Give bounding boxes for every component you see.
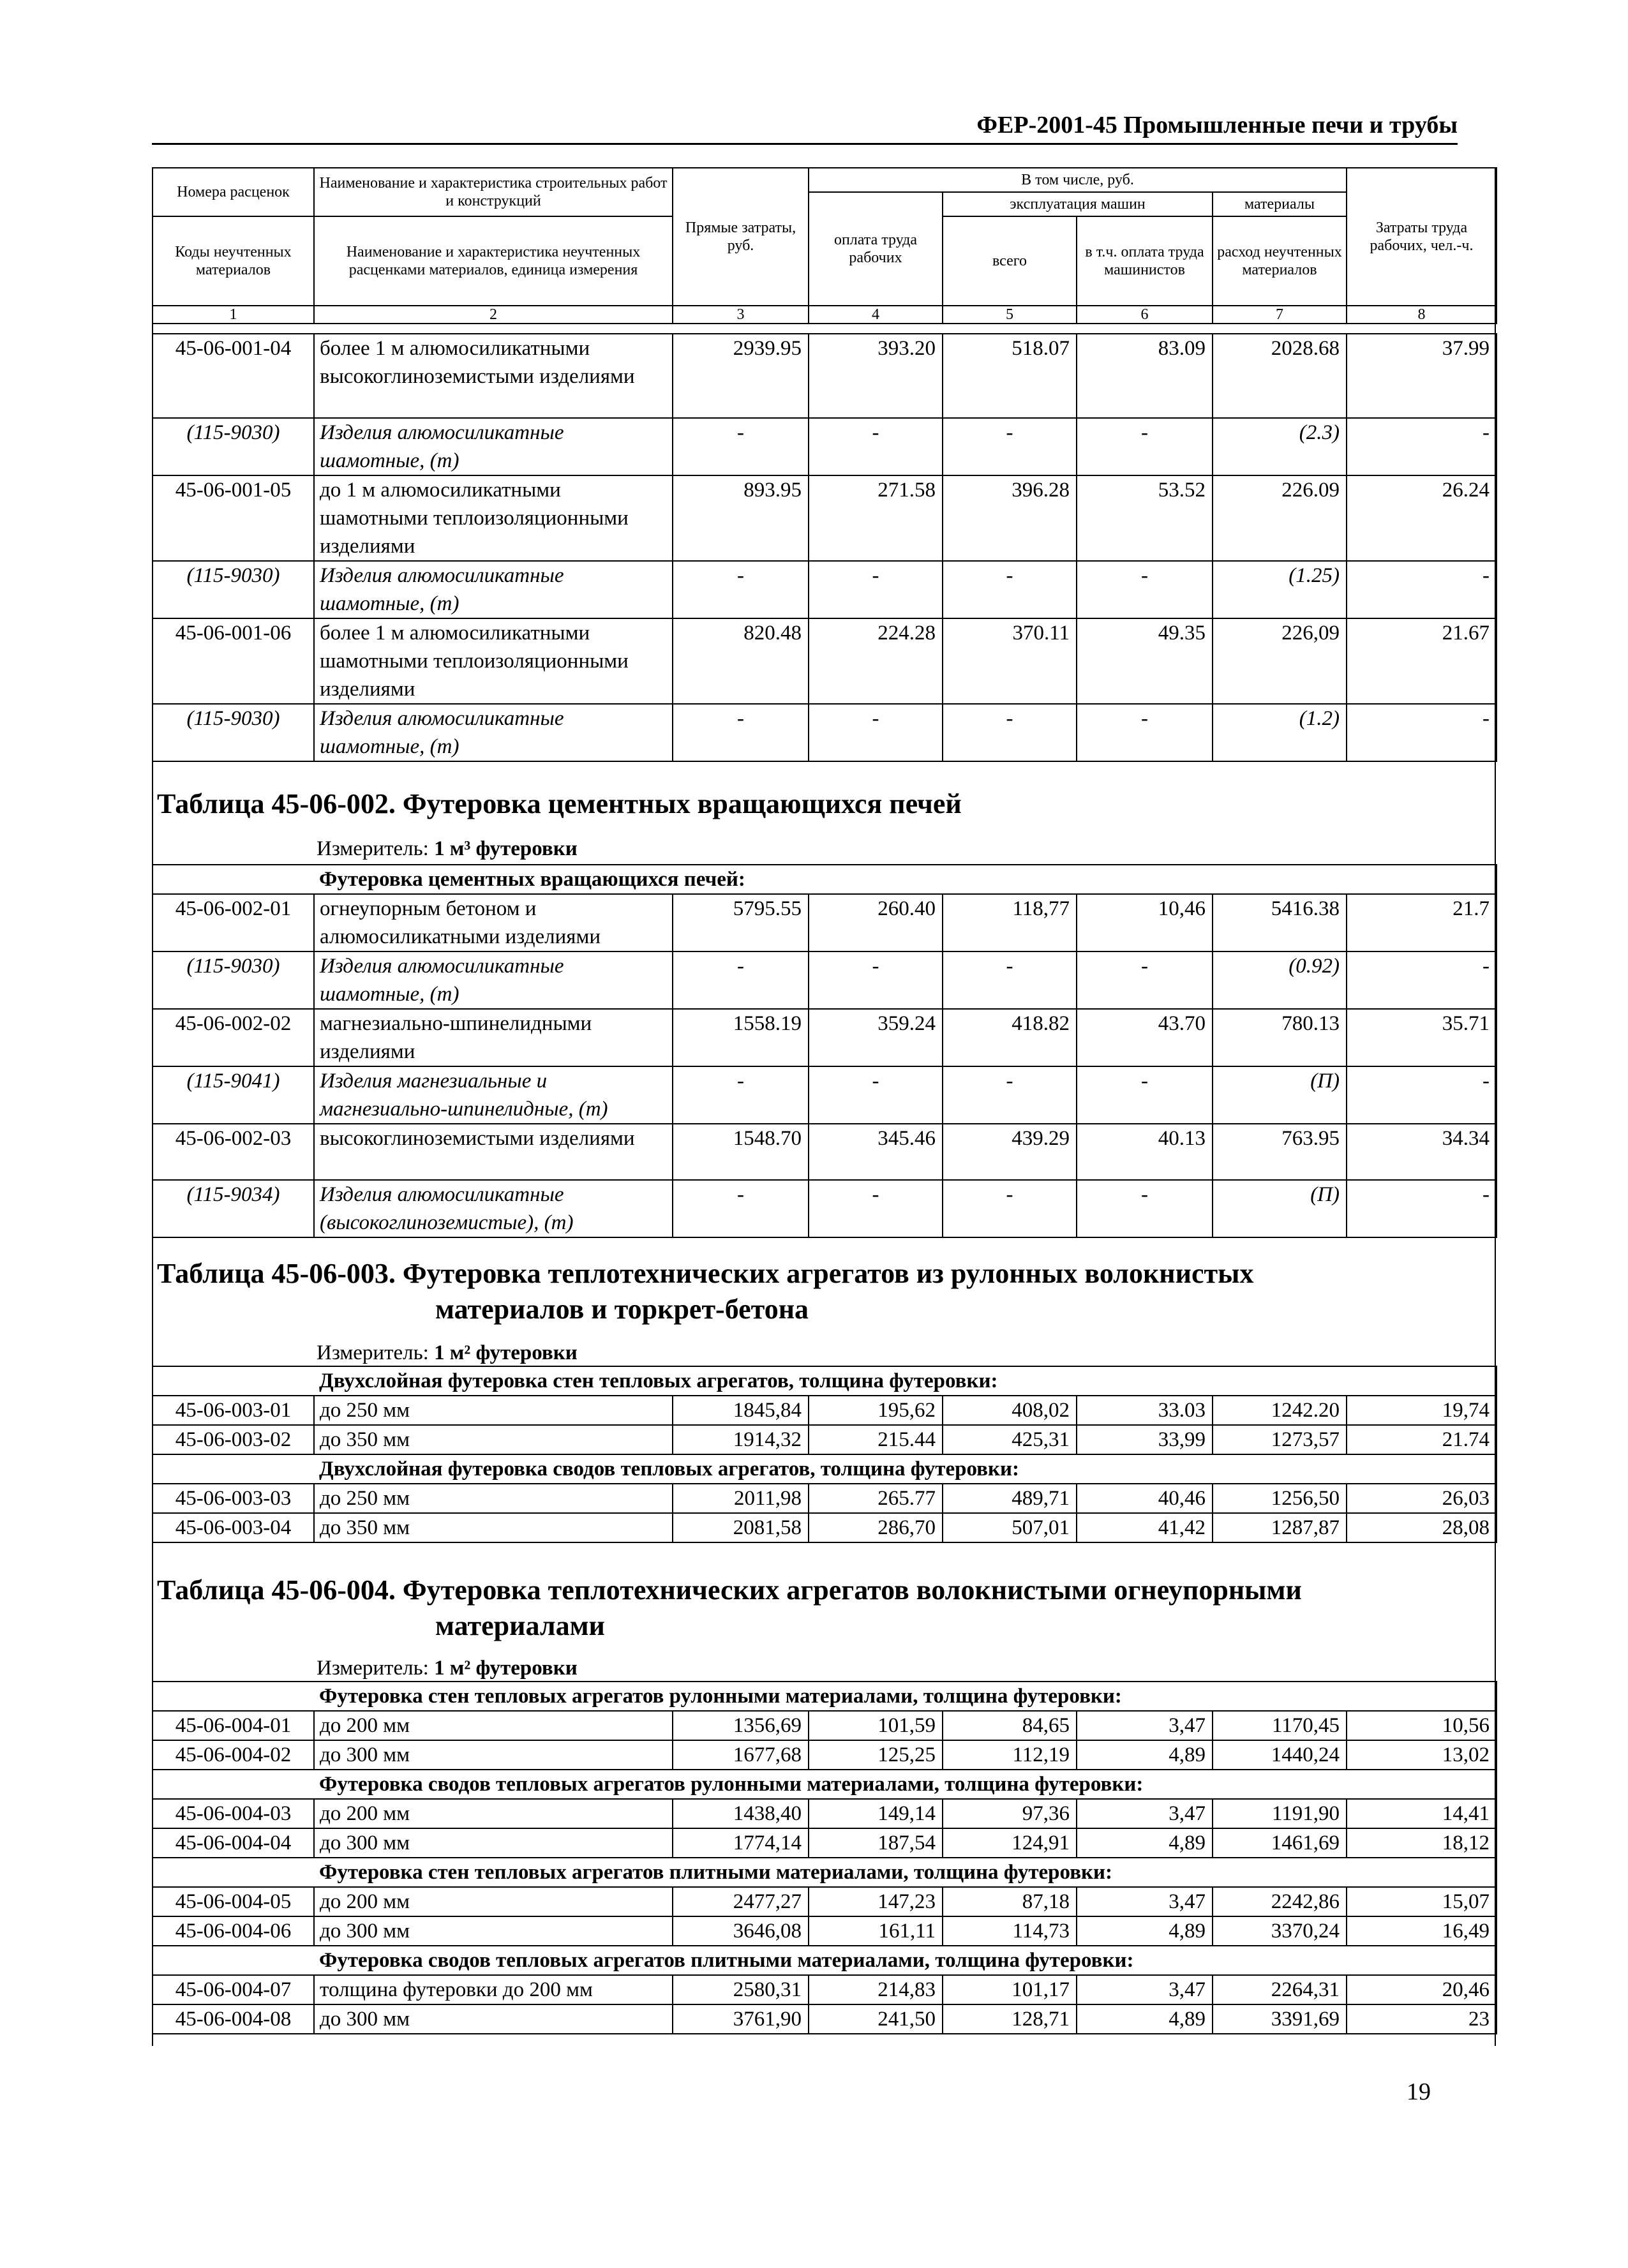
materials: 1287,87 — [1213, 1513, 1347, 1542]
labor-pay: 286,70 — [809, 1513, 943, 1542]
rate-code: 45-06-002-02 — [153, 1009, 314, 1066]
labor-hours: 26,03 — [1347, 1484, 1497, 1513]
rate-code: 45-06-003-01 — [153, 1396, 314, 1425]
material-value: - — [809, 418, 943, 475]
table-row — [153, 1425, 1497, 1454]
col-number: 1 — [153, 306, 314, 324]
direct-costs: 2580,31 — [673, 1975, 809, 2004]
machines-total: 124,91 — [943, 1828, 1077, 1858]
table-row — [153, 618, 1497, 704]
work-name: до 300 мм — [314, 1916, 673, 1946]
work-name: до 300 мм — [314, 2004, 673, 2034]
direct-costs: 2477,27 — [673, 1887, 809, 1916]
material-value: - — [1347, 1180, 1497, 1237]
machines-total: 425,31 — [943, 1425, 1077, 1454]
group-header-row — [153, 1946, 1497, 1975]
rate-code: 45-06-002-01 — [153, 894, 314, 951]
caption-line: Таблица 45-06-003. Футеровка теплотехнических агрегатов из рулонных волокнистых — [157, 1258, 1254, 1289]
direct-costs: 820.48 — [673, 618, 809, 704]
direct-costs: 2011,98 — [673, 1484, 809, 1513]
material-name: Изделия алюмосиликатные шамотные, (т) — [314, 418, 673, 475]
labor-hours: 37.99 — [1347, 334, 1497, 418]
material-code: (115-9030) — [153, 561, 314, 618]
labor-hours: 10,56 — [1347, 1711, 1497, 1740]
material-value: (1.2) — [1213, 704, 1347, 761]
machines-total: 128,71 — [943, 2004, 1077, 2034]
rate-code: 45-06-004-01 — [153, 1711, 314, 1740]
work-name: до 300 мм — [314, 1828, 673, 1858]
material-value: - — [1077, 561, 1213, 618]
materials: 1440,24 — [1213, 1740, 1347, 1770]
table-row — [153, 1916, 1497, 1946]
machinists-pay: 83.09 — [1077, 334, 1213, 418]
labor-pay: 345.46 — [809, 1124, 943, 1180]
material-value: - — [1077, 1180, 1213, 1237]
direct-costs: 2081,58 — [673, 1513, 809, 1542]
machinists-pay: 41,42 — [1077, 1513, 1213, 1542]
materials: 780.13 — [1213, 1009, 1347, 1066]
direct-costs: 1558.19 — [673, 1009, 809, 1066]
material-row — [153, 704, 1497, 761]
machinists-pay: 33.03 — [1077, 1396, 1213, 1425]
material-value: - — [943, 1180, 1077, 1237]
material-value: - — [943, 1066, 1077, 1124]
col7-header: расход неучтенных материалов — [1213, 216, 1347, 306]
material-row — [153, 1066, 1497, 1124]
table-row — [153, 475, 1497, 561]
materials: 5416.38 — [1213, 894, 1347, 951]
material-name: Изделия алюмосиликатные шамотные, (т) — [314, 951, 673, 1009]
direct-costs: 5795.55 — [673, 894, 809, 951]
col-number: 5 — [943, 306, 1077, 324]
material-value: (0.92) — [1213, 951, 1347, 1009]
material-value: - — [673, 418, 809, 475]
materials: 1256,50 — [1213, 1484, 1347, 1513]
material-row — [153, 561, 1497, 618]
machines-total: 408,02 — [943, 1396, 1077, 1425]
machinists-pay: 10,46 — [1077, 894, 1213, 951]
labor-hours: 19,74 — [1347, 1396, 1497, 1425]
rate-code: 45-06-004-03 — [153, 1799, 314, 1828]
material-name: Изделия алюмосиликатные (высокоглиноземистые), (т) — [314, 1180, 673, 1237]
work-name: до 250 мм — [314, 1484, 673, 1513]
machines-total: 87,18 — [943, 1887, 1077, 1916]
material-value: - — [943, 561, 1077, 618]
table-caption — [157, 1572, 1302, 1644]
material-value: - — [673, 951, 809, 1009]
material-value: (П) — [1213, 1066, 1347, 1124]
table-row — [153, 2004, 1497, 2034]
machines-total: 418.82 — [943, 1009, 1077, 1066]
unit-label: Измеритель: — [317, 837, 429, 860]
material-value: - — [809, 951, 943, 1009]
direct-costs: 1438,40 — [673, 1799, 809, 1828]
material-value: - — [809, 561, 943, 618]
labor-hours: 15,07 — [1347, 1887, 1497, 1916]
direct-costs: 893.95 — [673, 475, 809, 561]
labor-pay: 265.77 — [809, 1484, 943, 1513]
rate-code: 45-06-001-06 — [153, 618, 314, 704]
material-value: - — [943, 951, 1077, 1009]
labor-pay: 195,62 — [809, 1396, 943, 1425]
group-header: Футеровка стен тепловых агрегатов рулонными материалами, толщина футеровки: — [153, 1682, 1497, 1711]
labor-pay: 359.24 — [809, 1009, 943, 1066]
table-45-06-004 — [152, 1681, 1497, 2034]
materials: 226,09 — [1213, 618, 1347, 704]
col-number: 7 — [1213, 306, 1347, 324]
labor-pay: 149,14 — [809, 1799, 943, 1828]
machines-total: 507,01 — [943, 1513, 1077, 1542]
material-value: - — [809, 704, 943, 761]
group-header: Футеровка стен тепловых агрегатов плитными материалами, толщина футеровки: — [153, 1858, 1497, 1887]
group-header-row — [153, 1682, 1497, 1711]
group-header: Двухслойная футеровка сводов тепловых агрегатов, толщина футеровки: — [153, 1454, 1497, 1484]
labor-pay: 393.20 — [809, 334, 943, 418]
rate-code: 45-06-004-07 — [153, 1975, 314, 2004]
labor-pay: 147,23 — [809, 1887, 943, 1916]
table-row — [153, 1740, 1497, 1770]
table-caption: Таблица 45-06-002. Футеровка цементных вращающихся печей — [157, 788, 962, 819]
group-header-row — [153, 1770, 1497, 1799]
machinists-pay: 4,89 — [1077, 2004, 1213, 2034]
machines-total: 112,19 — [943, 1740, 1077, 1770]
col-number: 6 — [1077, 306, 1213, 324]
material-value: - — [673, 1066, 809, 1124]
included-header: В том числе, руб. — [809, 168, 1347, 192]
direct-costs: 3646,08 — [673, 1916, 809, 1946]
table-row — [153, 1513, 1497, 1542]
machinists-pay: 4,89 — [1077, 1740, 1213, 1770]
labor-hours: 21.67 — [1347, 618, 1497, 704]
direct-costs: 1914,32 — [673, 1425, 809, 1454]
machinists-pay: 53.52 — [1077, 475, 1213, 561]
labor-hours: 14,41 — [1347, 1799, 1497, 1828]
unit-line — [317, 1340, 578, 1366]
materials: 1242.20 — [1213, 1396, 1347, 1425]
work-name: более 1 м алюмосиликатными высокоглиноземистыми изделиями — [314, 334, 673, 418]
column-header-table — [152, 167, 1497, 324]
page-number: 19 — [1407, 2078, 1431, 2105]
material-value: - — [1077, 951, 1213, 1009]
group-header: Футеровка цементных вращающихся печей: — [153, 865, 1497, 894]
col1-header-bottom: Коды неучтенных материалов — [153, 216, 314, 306]
rate-code: 45-06-001-04 — [153, 334, 314, 418]
machinists-pay: 33,99 — [1077, 1425, 1213, 1454]
labor-hours: 21.7 — [1347, 894, 1497, 951]
table-row — [153, 1396, 1497, 1425]
materials: 1461,69 — [1213, 1828, 1347, 1858]
table-row — [153, 1484, 1497, 1513]
labor-hours: 28,08 — [1347, 1513, 1497, 1542]
direct-costs: 1548.70 — [673, 1124, 809, 1180]
caption-line: Таблица 45-06-004. Футеровка теплотехнических агрегатов волокнистыми огнеупорными — [157, 1574, 1302, 1606]
labor-pay: 125,25 — [809, 1740, 943, 1770]
material-code: (115-9030) — [153, 951, 314, 1009]
material-value: - — [809, 1066, 943, 1124]
unit-line — [317, 1655, 578, 1681]
table-caption — [157, 1256, 1254, 1327]
unit-value: 1 м² футеровки — [434, 1341, 578, 1364]
material-code: (115-9030) — [153, 704, 314, 761]
material-row — [153, 1180, 1497, 1237]
material-value: (1.25) — [1213, 561, 1347, 618]
rate-code: 45-06-003-02 — [153, 1425, 314, 1454]
labor-hours: 34.34 — [1347, 1124, 1497, 1180]
labor-pay: 260.40 — [809, 894, 943, 951]
rate-code: 45-06-003-03 — [153, 1484, 314, 1513]
work-name: толщина футеровки до 200 мм — [314, 1975, 673, 2004]
machinists-pay: 3,47 — [1077, 1975, 1213, 2004]
group-header-row — [153, 865, 1497, 894]
labor-pay: 187,54 — [809, 1828, 943, 1858]
col5-header: всего — [943, 216, 1077, 306]
machinists-pay: 40.13 — [1077, 1124, 1213, 1180]
material-code: (115-9041) — [153, 1066, 314, 1124]
direct-costs: 1677,68 — [673, 1740, 809, 1770]
machinists-pay: 3,47 — [1077, 1799, 1213, 1828]
table-45-06-001 — [152, 333, 1497, 762]
labor-hours: 26.24 — [1347, 475, 1497, 561]
labor-pay: 101,59 — [809, 1711, 943, 1740]
material-value: - — [1077, 418, 1213, 475]
labor-pay: 214,83 — [809, 1975, 943, 2004]
materials: 1191,90 — [1213, 1799, 1347, 1828]
materials: 226.09 — [1213, 475, 1347, 561]
work-name: высокоглиноземистыми изделиями — [314, 1124, 673, 1180]
material-name: Изделия алюмосиликатные шамотные, (т) — [314, 561, 673, 618]
rate-code: 45-06-004-04 — [153, 1828, 314, 1858]
machines-total: 518.07 — [943, 334, 1077, 418]
table-row — [153, 1828, 1497, 1858]
col3-header: Прямые затраты, руб. — [673, 168, 809, 306]
machines-total: 370.11 — [943, 618, 1077, 704]
table-row — [153, 1975, 1497, 2004]
labor-hours: 23 — [1347, 2004, 1497, 2034]
rate-code: 45-06-001-05 — [153, 475, 314, 561]
caption-line: материалов и торкрет-бетона — [435, 1294, 809, 1325]
labor-pay: 271.58 — [809, 475, 943, 561]
work-name: до 350 мм — [314, 1425, 673, 1454]
direct-costs: 1845,84 — [673, 1396, 809, 1425]
group-header-row — [153, 1858, 1497, 1887]
table-row — [153, 1124, 1497, 1180]
labor-hours: 18,12 — [1347, 1828, 1497, 1858]
table-row — [153, 894, 1497, 951]
machinists-pay: 3,47 — [1077, 1711, 1213, 1740]
material-name: Изделия магнезиальные и магнезиально-шпинелидные, (т) — [314, 1066, 673, 1124]
col-number: 8 — [1347, 306, 1497, 324]
rate-code: 45-06-004-05 — [153, 1887, 314, 1916]
group-header: Двухслойная футеровка стен тепловых агрегатов, толщина футеровки: — [153, 1366, 1497, 1396]
material-value: - — [1347, 1066, 1497, 1124]
work-name: до 200 мм — [314, 1799, 673, 1828]
work-name: до 1 м алюмосиликатными шамотными теплоизоляционными изделиями — [314, 475, 673, 561]
col8-header: Затраты труда рабочих, чел.-ч. — [1347, 168, 1497, 306]
machinists-pay: 3,47 — [1077, 1887, 1213, 1916]
direct-costs: 3761,90 — [673, 2004, 809, 2034]
machinists-pay: 40,46 — [1077, 1484, 1213, 1513]
group-header-row — [153, 1366, 1497, 1396]
running-title: ФЕР-2001-45 Промышленные печи и трубы — [976, 112, 1458, 138]
materials: 2242,86 — [1213, 1887, 1347, 1916]
unit-label: Измеритель: — [317, 1657, 429, 1680]
rate-code: 45-06-002-03 — [153, 1124, 314, 1180]
table-row — [153, 334, 1497, 418]
work-name: до 350 мм — [314, 1513, 673, 1542]
work-name: магнезиально-шпинелидными изделиями — [314, 1009, 673, 1066]
material-value: - — [943, 704, 1077, 761]
col2-header-top: Наименование и характеристика строительных работ и конструкций — [314, 168, 673, 216]
machines-total: 439.29 — [943, 1124, 1077, 1180]
material-value: - — [809, 1180, 943, 1237]
material-value: - — [673, 704, 809, 761]
material-value: - — [943, 418, 1077, 475]
material-value: (П) — [1213, 1180, 1347, 1237]
work-name: до 200 мм — [314, 1887, 673, 1916]
work-name: до 200 мм — [314, 1711, 673, 1740]
rate-code: 45-06-004-08 — [153, 2004, 314, 2034]
col6-header: в т.ч. оплата труда машинистов — [1077, 216, 1213, 306]
labor-hours: 35.71 — [1347, 1009, 1497, 1066]
materials: 3391,69 — [1213, 2004, 1347, 2034]
machinists-pay: 49.35 — [1077, 618, 1213, 704]
material-value: - — [1077, 704, 1213, 761]
material-value: - — [1347, 951, 1497, 1009]
machines-header: эксплуатация машин — [943, 192, 1213, 216]
material-value: (2.3) — [1213, 418, 1347, 475]
col1-header-top: Номера расценок — [153, 168, 314, 216]
material-code: (115-9034) — [153, 1180, 314, 1237]
running-header — [152, 107, 1458, 145]
material-value: - — [1347, 561, 1497, 618]
table-row — [153, 1799, 1497, 1828]
work-name: более 1 м алюмосиликатными шамотными теплоизоляционными изделиями — [314, 618, 673, 704]
machinists-pay: 43.70 — [1077, 1009, 1213, 1066]
materials: 3370,24 — [1213, 1916, 1347, 1946]
material-value: - — [1347, 704, 1497, 761]
machines-total: 84,65 — [943, 1711, 1077, 1740]
col2-header-bottom: Наименование и характеристика неучтенных расценками материалов, единица измерения — [314, 216, 673, 306]
materials-header: материалы — [1213, 192, 1347, 216]
work-name: огнеупорным бетоном и алюмосиликатными изделиями — [314, 894, 673, 951]
labor-pay: 215.44 — [809, 1425, 943, 1454]
unit-line — [317, 836, 578, 862]
labor-pay: 161,11 — [809, 1916, 943, 1946]
table-row — [153, 1009, 1497, 1066]
labor-hours: 20,46 — [1347, 1975, 1497, 2004]
direct-costs: 1774,14 — [673, 1828, 809, 1858]
work-name: до 300 мм — [314, 1740, 673, 1770]
machines-total: 97,36 — [943, 1799, 1077, 1828]
labor-hours: 16,49 — [1347, 1916, 1497, 1946]
materials: 763.95 — [1213, 1124, 1347, 1180]
table-45-06-003 — [152, 1366, 1497, 1543]
group-header: Футеровка сводов тепловых агрегатов плитными материалами, толщина футеровки: — [153, 1946, 1497, 1975]
table-45-06-002 — [152, 864, 1497, 1238]
unit-value: 1 м³ футеровки — [434, 837, 578, 860]
col-number: 4 — [809, 306, 943, 324]
col-number: 3 — [673, 306, 809, 324]
work-name: до 250 мм — [314, 1396, 673, 1425]
rate-code: 45-06-003-04 — [153, 1513, 314, 1542]
machines-total: 118,77 — [943, 894, 1077, 951]
table-row — [153, 1887, 1497, 1916]
labor-hours: 13,02 — [1347, 1740, 1497, 1770]
materials: 1170,45 — [1213, 1711, 1347, 1740]
rate-code: 45-06-004-06 — [153, 1916, 314, 1946]
labor-pay: 224.28 — [809, 618, 943, 704]
col4-header: оплата труда рабочих — [809, 192, 943, 306]
table-row — [153, 1711, 1497, 1740]
machinists-pay: 4,89 — [1077, 1916, 1213, 1946]
material-value: - — [673, 1180, 809, 1237]
caption-line: материалами — [435, 1610, 605, 1641]
material-code: (115-9030) — [153, 418, 314, 475]
machines-total: 396.28 — [943, 475, 1077, 561]
unit-value: 1 м² футеровки — [434, 1657, 578, 1680]
group-header: Футеровка сводов тепловых агрегатов рулонными материалами, толщина футеровки: — [153, 1770, 1497, 1799]
materials: 2028.68 — [1213, 334, 1347, 418]
machines-total: 489,71 — [943, 1484, 1077, 1513]
machinists-pay: 4,89 — [1077, 1828, 1213, 1858]
direct-costs: 1356,69 — [673, 1711, 809, 1740]
machines-total: 101,17 — [943, 1975, 1077, 2004]
material-name: Изделия алюмосиликатные шамотные, (т) — [314, 704, 673, 761]
col-number: 2 — [314, 306, 673, 324]
rate-code: 45-06-004-02 — [153, 1740, 314, 1770]
unit-label: Измеритель: — [317, 1341, 429, 1364]
labor-pay: 241,50 — [809, 2004, 943, 2034]
labor-hours: 21.74 — [1347, 1425, 1497, 1454]
material-value: - — [1077, 1066, 1213, 1124]
materials: 1273,57 — [1213, 1425, 1347, 1454]
material-value: - — [673, 561, 809, 618]
machines-total: 114,73 — [943, 1916, 1077, 1946]
materials: 2264,31 — [1213, 1975, 1347, 2004]
material-row — [153, 951, 1497, 1009]
material-value: - — [1347, 418, 1497, 475]
group-header-row — [153, 1454, 1497, 1484]
material-row — [153, 418, 1497, 475]
direct-costs: 2939.95 — [673, 334, 809, 418]
